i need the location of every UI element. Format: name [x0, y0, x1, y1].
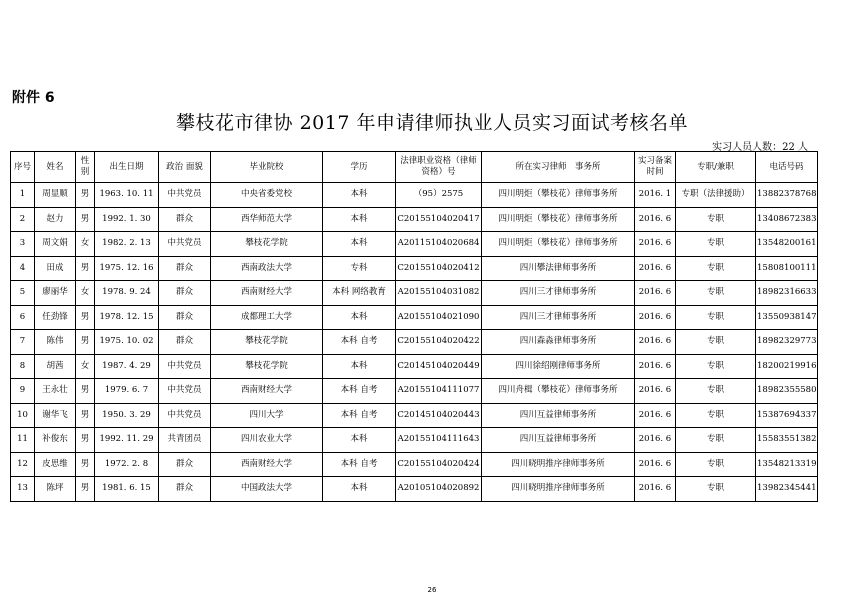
col-index-cell: 1	[11, 183, 35, 208]
col-education-cell: 本科	[323, 477, 396, 502]
col-birthdate-cell: 1992. 11. 29	[95, 428, 159, 453]
col-license-number-cell: C20155104020422	[396, 330, 482, 355]
table-row	[11, 207, 818, 232]
col-phone-cell: 13550938147	[756, 305, 818, 330]
col-birthdate-cell: 1981. 6. 15	[95, 477, 159, 502]
col-name-header: 姓名	[35, 152, 76, 183]
col-birthdate-cell: 1978. 9. 24	[95, 281, 159, 306]
col-employment-type-cell: 专职	[676, 232, 756, 257]
col-education-cell: 本科 自考	[323, 403, 396, 428]
table-row	[11, 452, 818, 477]
table-row	[11, 281, 818, 306]
col-political-status-cell: 群众	[159, 207, 211, 232]
col-law-firm-cell: 四川互益律师事务所	[482, 428, 635, 453]
col-license-number-cell: C20155104020412	[396, 256, 482, 281]
page-number: 26	[427, 586, 437, 594]
col-employment-type-cell: 专职	[676, 477, 756, 502]
col-employment-type-cell: 专职	[676, 330, 756, 355]
col-name-cell: 谢华飞	[35, 403, 76, 428]
col-license-number-header: 法律职业资格（律师资格）号	[396, 152, 482, 183]
col-education-cell: 本科	[323, 305, 396, 330]
col-filing-time-cell: 2016. 6	[635, 305, 676, 330]
col-birthdate-cell: 1987. 4. 29	[95, 354, 159, 379]
col-political-status-cell: 群众	[159, 256, 211, 281]
col-index-cell: 2	[11, 207, 35, 232]
col-education-header: 学历	[323, 152, 396, 183]
col-birthdate-cell: 1972. 2. 8	[95, 452, 159, 477]
table-row	[11, 477, 818, 502]
col-phone-cell: 15387694337	[756, 403, 818, 428]
col-employment-type-cell: 专职	[676, 281, 756, 306]
table-body	[11, 183, 818, 502]
col-gender-cell: 男	[76, 428, 95, 453]
col-name-cell: 田成	[35, 256, 76, 281]
document-title: 攀枝花市律协 2017 年申请律师执业人员实习面试考核名单	[176, 112, 688, 134]
col-index-cell: 12	[11, 452, 35, 477]
col-political-status-cell: 群众	[159, 281, 211, 306]
col-gender-cell: 男	[76, 330, 95, 355]
col-education-cell: 本科 自考	[323, 379, 396, 404]
col-license-number-cell: C20155104020417	[396, 207, 482, 232]
col-law-firm-cell: 四川明炬（攀枝花）律师事务所	[482, 232, 635, 257]
col-filing-time-cell: 2016. 6	[635, 403, 676, 428]
col-employment-type-cell: 专职（法律援助）	[676, 183, 756, 208]
col-political-status-cell: 中共党员	[159, 232, 211, 257]
col-political-status-cell: 中共党员	[159, 403, 211, 428]
col-index-cell: 4	[11, 256, 35, 281]
col-phone-cell: 15808100111	[756, 256, 818, 281]
col-law-firm-cell: 四川明炬（攀枝花）律师事务所	[482, 207, 635, 232]
col-license-number-cell: A20155104031082	[396, 281, 482, 306]
col-name-cell: 王永壮	[35, 379, 76, 404]
col-phone-cell: 13408672383	[756, 207, 818, 232]
col-phone-cell: 18200219916	[756, 354, 818, 379]
col-index-cell: 11	[11, 428, 35, 453]
col-index-header: 序号	[11, 152, 35, 183]
col-phone-cell: 13548213319	[756, 452, 818, 477]
col-gender-header: 性别	[76, 152, 95, 183]
col-law-firm-cell: 四川三才律师事务所	[482, 281, 635, 306]
col-license-number-cell: A20155104111077	[396, 379, 482, 404]
col-political-status-cell: 中共党员	[159, 354, 211, 379]
col-gender-cell: 男	[76, 207, 95, 232]
col-law-firm-header: 所在实习律师 事务所	[482, 152, 635, 183]
col-name-cell: 皮思维	[35, 452, 76, 477]
col-education-cell: 本科	[323, 428, 396, 453]
col-law-firm-cell: 四川晓明推序律师事务所	[482, 452, 635, 477]
col-license-number-cell: C20145104020443	[396, 403, 482, 428]
col-birthdate-cell: 1992. 1. 30	[95, 207, 159, 232]
col-law-firm-cell: 四川互益律师事务所	[482, 403, 635, 428]
col-index-cell: 10	[11, 403, 35, 428]
col-political-status-cell: 群众	[159, 330, 211, 355]
col-name-cell: 周显顺	[35, 183, 76, 208]
table-row	[11, 403, 818, 428]
col-index-cell: 8	[11, 354, 35, 379]
col-gender-cell: 男	[76, 477, 95, 502]
col-name-cell: 陈坪	[35, 477, 76, 502]
col-index-cell: 13	[11, 477, 35, 502]
table-header-row	[11, 152, 818, 183]
col-filing-time-cell: 2016. 6	[635, 232, 676, 257]
col-name-cell: 周文娟	[35, 232, 76, 257]
col-political-status-cell: 共青团员	[159, 428, 211, 453]
col-graduate-school-cell: 成都理工大学	[211, 305, 323, 330]
col-law-firm-cell: 四川三才律师事务所	[482, 305, 635, 330]
col-law-firm-cell: 四川森淼律师事务所	[482, 330, 635, 355]
table-row	[11, 428, 818, 453]
col-education-cell: 本科 网络教育	[323, 281, 396, 306]
col-name-cell: 廖丽华	[35, 281, 76, 306]
col-name-cell: 胡茜	[35, 354, 76, 379]
col-employment-type-cell: 专职	[676, 428, 756, 453]
col-phone-cell: 18982355580	[756, 379, 818, 404]
col-phone-cell: 18982329773	[756, 330, 818, 355]
col-filing-time-cell: 2016. 6	[635, 354, 676, 379]
col-gender-cell: 男	[76, 256, 95, 281]
col-birthdate-cell: 1950. 3. 29	[95, 403, 159, 428]
table-row	[11, 256, 818, 281]
col-graduate-school-cell: 西华师范大学	[211, 207, 323, 232]
col-employment-type-cell: 专职	[676, 354, 756, 379]
col-education-cell: 本科	[323, 354, 396, 379]
col-license-number-cell: A20105104020892	[396, 477, 482, 502]
col-name-cell: 任劲锋	[35, 305, 76, 330]
col-gender-cell: 男	[76, 452, 95, 477]
col-law-firm-cell: 四川攀法律师事务所	[482, 256, 635, 281]
col-gender-cell: 男	[76, 379, 95, 404]
col-political-status-cell: 群众	[159, 477, 211, 502]
col-phone-cell: 18982316633	[756, 281, 818, 306]
col-filing-time-cell: 2016. 6	[635, 207, 676, 232]
col-filing-time-header: 实习备案时间	[635, 152, 676, 183]
col-phone-cell: 13882378768	[756, 183, 818, 208]
col-filing-time-cell: 2016. 6	[635, 330, 676, 355]
col-index-cell: 6	[11, 305, 35, 330]
col-gender-cell: 男	[76, 183, 95, 208]
table-row	[11, 305, 818, 330]
col-filing-time-cell: 2016. 6	[635, 452, 676, 477]
col-index-cell: 7	[11, 330, 35, 355]
col-name-cell: 赵力	[35, 207, 76, 232]
col-license-number-cell: A20155104111643	[396, 428, 482, 453]
col-employment-type-cell: 专职	[676, 207, 756, 232]
col-index-cell: 5	[11, 281, 35, 306]
col-gender-cell: 女	[76, 354, 95, 379]
col-employment-type-header: 专职/兼职	[676, 152, 756, 183]
col-license-number-cell: A20155104021090	[396, 305, 482, 330]
table-row	[11, 379, 818, 404]
col-gender-cell: 男	[76, 403, 95, 428]
col-birthdate-cell: 1975. 12. 16	[95, 256, 159, 281]
col-graduate-school-cell: 攀枝花学院	[211, 232, 323, 257]
col-filing-time-cell: 2016. 6	[635, 256, 676, 281]
col-education-cell: 本科 自考	[323, 330, 396, 355]
col-graduate-school-cell: 西南财经大学	[211, 452, 323, 477]
col-graduate-school-cell: 四川大学	[211, 403, 323, 428]
table-row	[11, 354, 818, 379]
col-political-status-cell: 中共党员	[159, 379, 211, 404]
col-employment-type-cell: 专职	[676, 379, 756, 404]
col-law-firm-cell: 四川舟楫（攀枝花）律师事务所	[482, 379, 635, 404]
col-gender-cell: 女	[76, 232, 95, 257]
col-graduate-school-cell: 攀枝花学院	[211, 354, 323, 379]
col-education-cell: 本科 自考	[323, 452, 396, 477]
col-education-cell: 本科	[323, 232, 396, 257]
col-graduate-school-cell: 西南财经大学	[211, 281, 323, 306]
col-phone-cell: 13548200161	[756, 232, 818, 257]
col-graduate-school-cell: 中央省委党校	[211, 183, 323, 208]
col-birthdate-cell: 1963. 10. 11	[95, 183, 159, 208]
col-political-status-cell: 群众	[159, 305, 211, 330]
col-index-cell: 3	[11, 232, 35, 257]
col-birthdate-cell: 1975. 10. 02	[95, 330, 159, 355]
col-birthdate-cell: 1982. 2. 13	[95, 232, 159, 257]
col-filing-time-cell: 2016. 1	[635, 183, 676, 208]
col-filing-time-cell: 2016. 6	[635, 379, 676, 404]
col-gender-cell: 男	[76, 305, 95, 330]
col-employment-type-cell: 专职	[676, 305, 756, 330]
col-political-status-header: 政治 面貌	[159, 152, 211, 183]
intern-count: 实习人员人数：22 人	[712, 142, 808, 153]
col-license-number-cell: C20145104020449	[396, 354, 482, 379]
col-filing-time-cell: 2016. 6	[635, 477, 676, 502]
col-employment-type-cell: 专职	[676, 256, 756, 281]
col-law-firm-cell: 四川明炬（攀枝花）律师事务所	[482, 183, 635, 208]
col-law-firm-cell: 四川徐绍刚律师事务所	[482, 354, 635, 379]
attachment-label: 附件 6	[12, 90, 55, 106]
col-name-cell: 陈伟	[35, 330, 76, 355]
col-graduate-school-cell: 西南财经大学	[211, 379, 323, 404]
col-political-status-cell: 中共党员	[159, 183, 211, 208]
col-filing-time-cell: 2016. 6	[635, 281, 676, 306]
col-graduate-school-cell: 四川农业大学	[211, 428, 323, 453]
col-employment-type-cell: 专职	[676, 403, 756, 428]
col-graduate-school-cell: 中国政法大学	[211, 477, 323, 502]
col-graduate-school-cell: 攀枝花学院	[211, 330, 323, 355]
table-row	[11, 183, 818, 208]
col-filing-time-cell: 2016. 6	[635, 428, 676, 453]
col-graduate-school-cell: 西南政法大学	[211, 256, 323, 281]
col-phone-cell: 15583551382	[756, 428, 818, 453]
col-education-cell: 本科	[323, 207, 396, 232]
col-gender-cell: 女	[76, 281, 95, 306]
col-education-cell: 本科	[323, 183, 396, 208]
col-education-cell: 专科	[323, 256, 396, 281]
col-birthdate-cell: 1979. 6. 7	[95, 379, 159, 404]
col-name-cell: 补俊东	[35, 428, 76, 453]
intern-roster-table	[10, 151, 818, 502]
col-graduate-school-header: 毕业院校	[211, 152, 323, 183]
col-birthdate-cell: 1978. 12. 15	[95, 305, 159, 330]
col-birthdate-header: 出生日期	[95, 152, 159, 183]
col-law-firm-cell: 四川晓明推序律师事务所	[482, 477, 635, 502]
col-phone-cell: 13982345441	[756, 477, 818, 502]
col-index-cell: 9	[11, 379, 35, 404]
col-phone-header: 电话号码	[756, 152, 818, 183]
col-political-status-cell: 群众	[159, 452, 211, 477]
col-license-number-cell: C20155104020424	[396, 452, 482, 477]
table-row	[11, 330, 818, 355]
col-license-number-cell: （95）2575	[396, 183, 482, 208]
col-license-number-cell: A20115104020684	[396, 232, 482, 257]
table-row	[11, 232, 818, 257]
col-employment-type-cell: 专职	[676, 452, 756, 477]
